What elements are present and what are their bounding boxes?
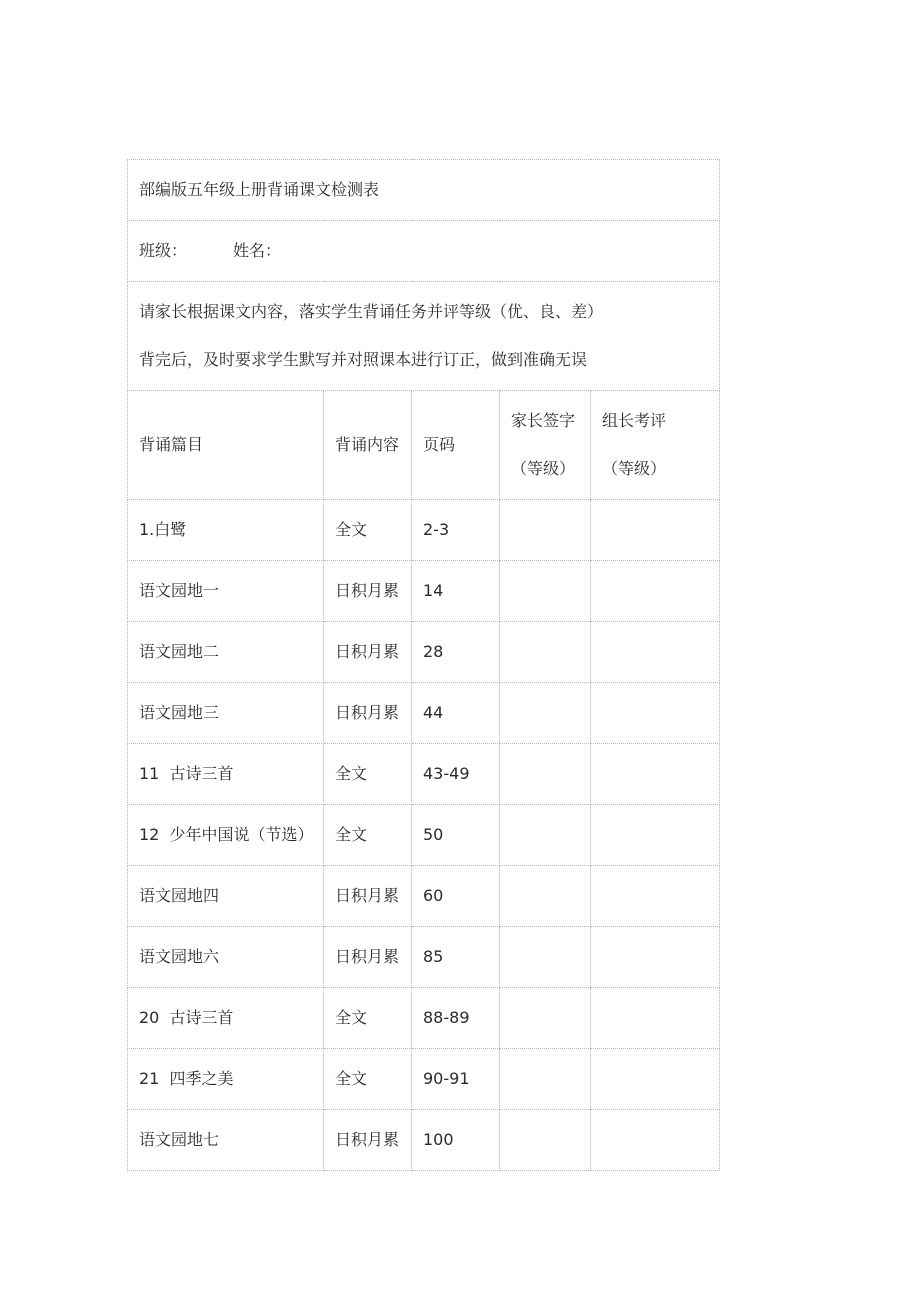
table-body xyxy=(128,160,720,1171)
content-cell: 日积月累 xyxy=(324,1110,412,1171)
leader-eval-cell[interactable] xyxy=(591,500,720,561)
parent-sign-cell[interactable] xyxy=(500,683,591,744)
item-cell: 21 四季之美 xyxy=(128,1049,324,1110)
table-row xyxy=(128,866,720,927)
page-cell: 85 xyxy=(412,927,500,988)
content-cell: 全文 xyxy=(324,1049,412,1110)
notes-row xyxy=(128,282,720,391)
page-cell: 90-91 xyxy=(412,1049,500,1110)
content-cell: 全文 xyxy=(324,500,412,561)
parent-sign-cell[interactable] xyxy=(500,744,591,805)
table-row xyxy=(128,1110,720,1171)
page-cell: 14 xyxy=(412,561,500,622)
student-info-row xyxy=(128,221,720,282)
leader-eval-cell[interactable] xyxy=(591,683,720,744)
leader-eval-cell[interactable] xyxy=(591,927,720,988)
leader-eval-cell[interactable] xyxy=(591,988,720,1049)
column-header-leader-eval xyxy=(591,391,720,500)
note-line: 背完后，及时要求学生默写并对照课本进行订正，做到准确无误 xyxy=(139,350,588,369)
page-cell: 100 xyxy=(412,1110,500,1171)
table-row xyxy=(128,805,720,866)
content-cell: 日积月累 xyxy=(324,622,412,683)
leader-eval-cell[interactable] xyxy=(591,866,720,927)
parent-sign-cell[interactable] xyxy=(500,927,591,988)
column-header-parent-sign xyxy=(500,391,591,500)
name-label: 姓名： xyxy=(233,241,282,260)
leader-eval-label: 组长考评 xyxy=(602,411,667,430)
title-row xyxy=(128,160,720,221)
leader-eval-cell[interactable] xyxy=(591,1110,720,1171)
leader-eval-cell[interactable] xyxy=(591,622,720,683)
leader-eval-cell[interactable] xyxy=(591,1049,720,1110)
item-cell: 12 少年中国说（节选） xyxy=(128,805,324,866)
table-row xyxy=(128,988,720,1049)
content-cell: 日积月累 xyxy=(324,866,412,927)
item-cell: 语文园地七 xyxy=(128,1110,324,1171)
parent-sign-grade-label: （等级） xyxy=(511,459,576,478)
parent-sign-cell[interactable] xyxy=(500,988,591,1049)
notes-cell xyxy=(128,282,720,391)
item-cell: 语文园地一 xyxy=(128,561,324,622)
page-cell: 44 xyxy=(412,683,500,744)
item-cell: 20 古诗三首 xyxy=(128,988,324,1049)
parent-sign-cell[interactable] xyxy=(500,805,591,866)
page-cell: 60 xyxy=(412,866,500,927)
content-cell: 日积月累 xyxy=(324,927,412,988)
page-cell: 50 xyxy=(412,805,500,866)
parent-sign-cell[interactable] xyxy=(500,500,591,561)
student-info-cell xyxy=(128,221,720,282)
note-line: 请家长根据课文内容，落实学生背诵任务并评等级（优、良、差） xyxy=(139,302,604,321)
item-cell: 语文园地二 xyxy=(128,622,324,683)
content-cell: 全文 xyxy=(324,805,412,866)
page-cell: 2-3 xyxy=(412,500,500,561)
item-cell: 1.白鹭 xyxy=(128,500,324,561)
item-cell: 语文园地三 xyxy=(128,683,324,744)
content-cell: 全文 xyxy=(324,744,412,805)
page-title: 部编版五年级上册背诵课文检测表 xyxy=(128,160,720,221)
table-row xyxy=(128,683,720,744)
recitation-check-table xyxy=(127,159,720,1171)
table-row xyxy=(128,561,720,622)
table-row xyxy=(128,500,720,561)
page-cell: 43-49 xyxy=(412,744,500,805)
item-cell: 语文园地六 xyxy=(128,927,324,988)
page-cell: 88-89 xyxy=(412,988,500,1049)
content-cell: 日积月累 xyxy=(324,561,412,622)
parent-sign-cell[interactable] xyxy=(500,622,591,683)
leader-eval-cell[interactable] xyxy=(591,561,720,622)
class-label: 班级： xyxy=(139,241,188,260)
leader-eval-grade-label: （等级） xyxy=(602,459,667,478)
table-row xyxy=(128,1049,720,1110)
leader-eval-cell[interactable] xyxy=(591,805,720,866)
header-row xyxy=(128,391,720,500)
column-header-page: 页码 xyxy=(412,391,500,500)
parent-sign-cell[interactable] xyxy=(500,1110,591,1171)
content-cell: 全文 xyxy=(324,988,412,1049)
parent-sign-cell[interactable] xyxy=(500,561,591,622)
table-row xyxy=(128,744,720,805)
table-row xyxy=(128,927,720,988)
page-cell: 28 xyxy=(412,622,500,683)
item-cell: 11 古诗三首 xyxy=(128,744,324,805)
column-header-item: 背诵篇目 xyxy=(128,391,324,500)
parent-sign-cell[interactable] xyxy=(500,866,591,927)
item-cell: 语文园地四 xyxy=(128,866,324,927)
leader-eval-cell[interactable] xyxy=(591,744,720,805)
table-row xyxy=(128,622,720,683)
parent-sign-cell[interactable] xyxy=(500,1049,591,1110)
column-header-content: 背诵内容 xyxy=(324,391,412,500)
parent-sign-label: 家长签字 xyxy=(511,411,576,430)
content-cell: 日积月累 xyxy=(324,683,412,744)
